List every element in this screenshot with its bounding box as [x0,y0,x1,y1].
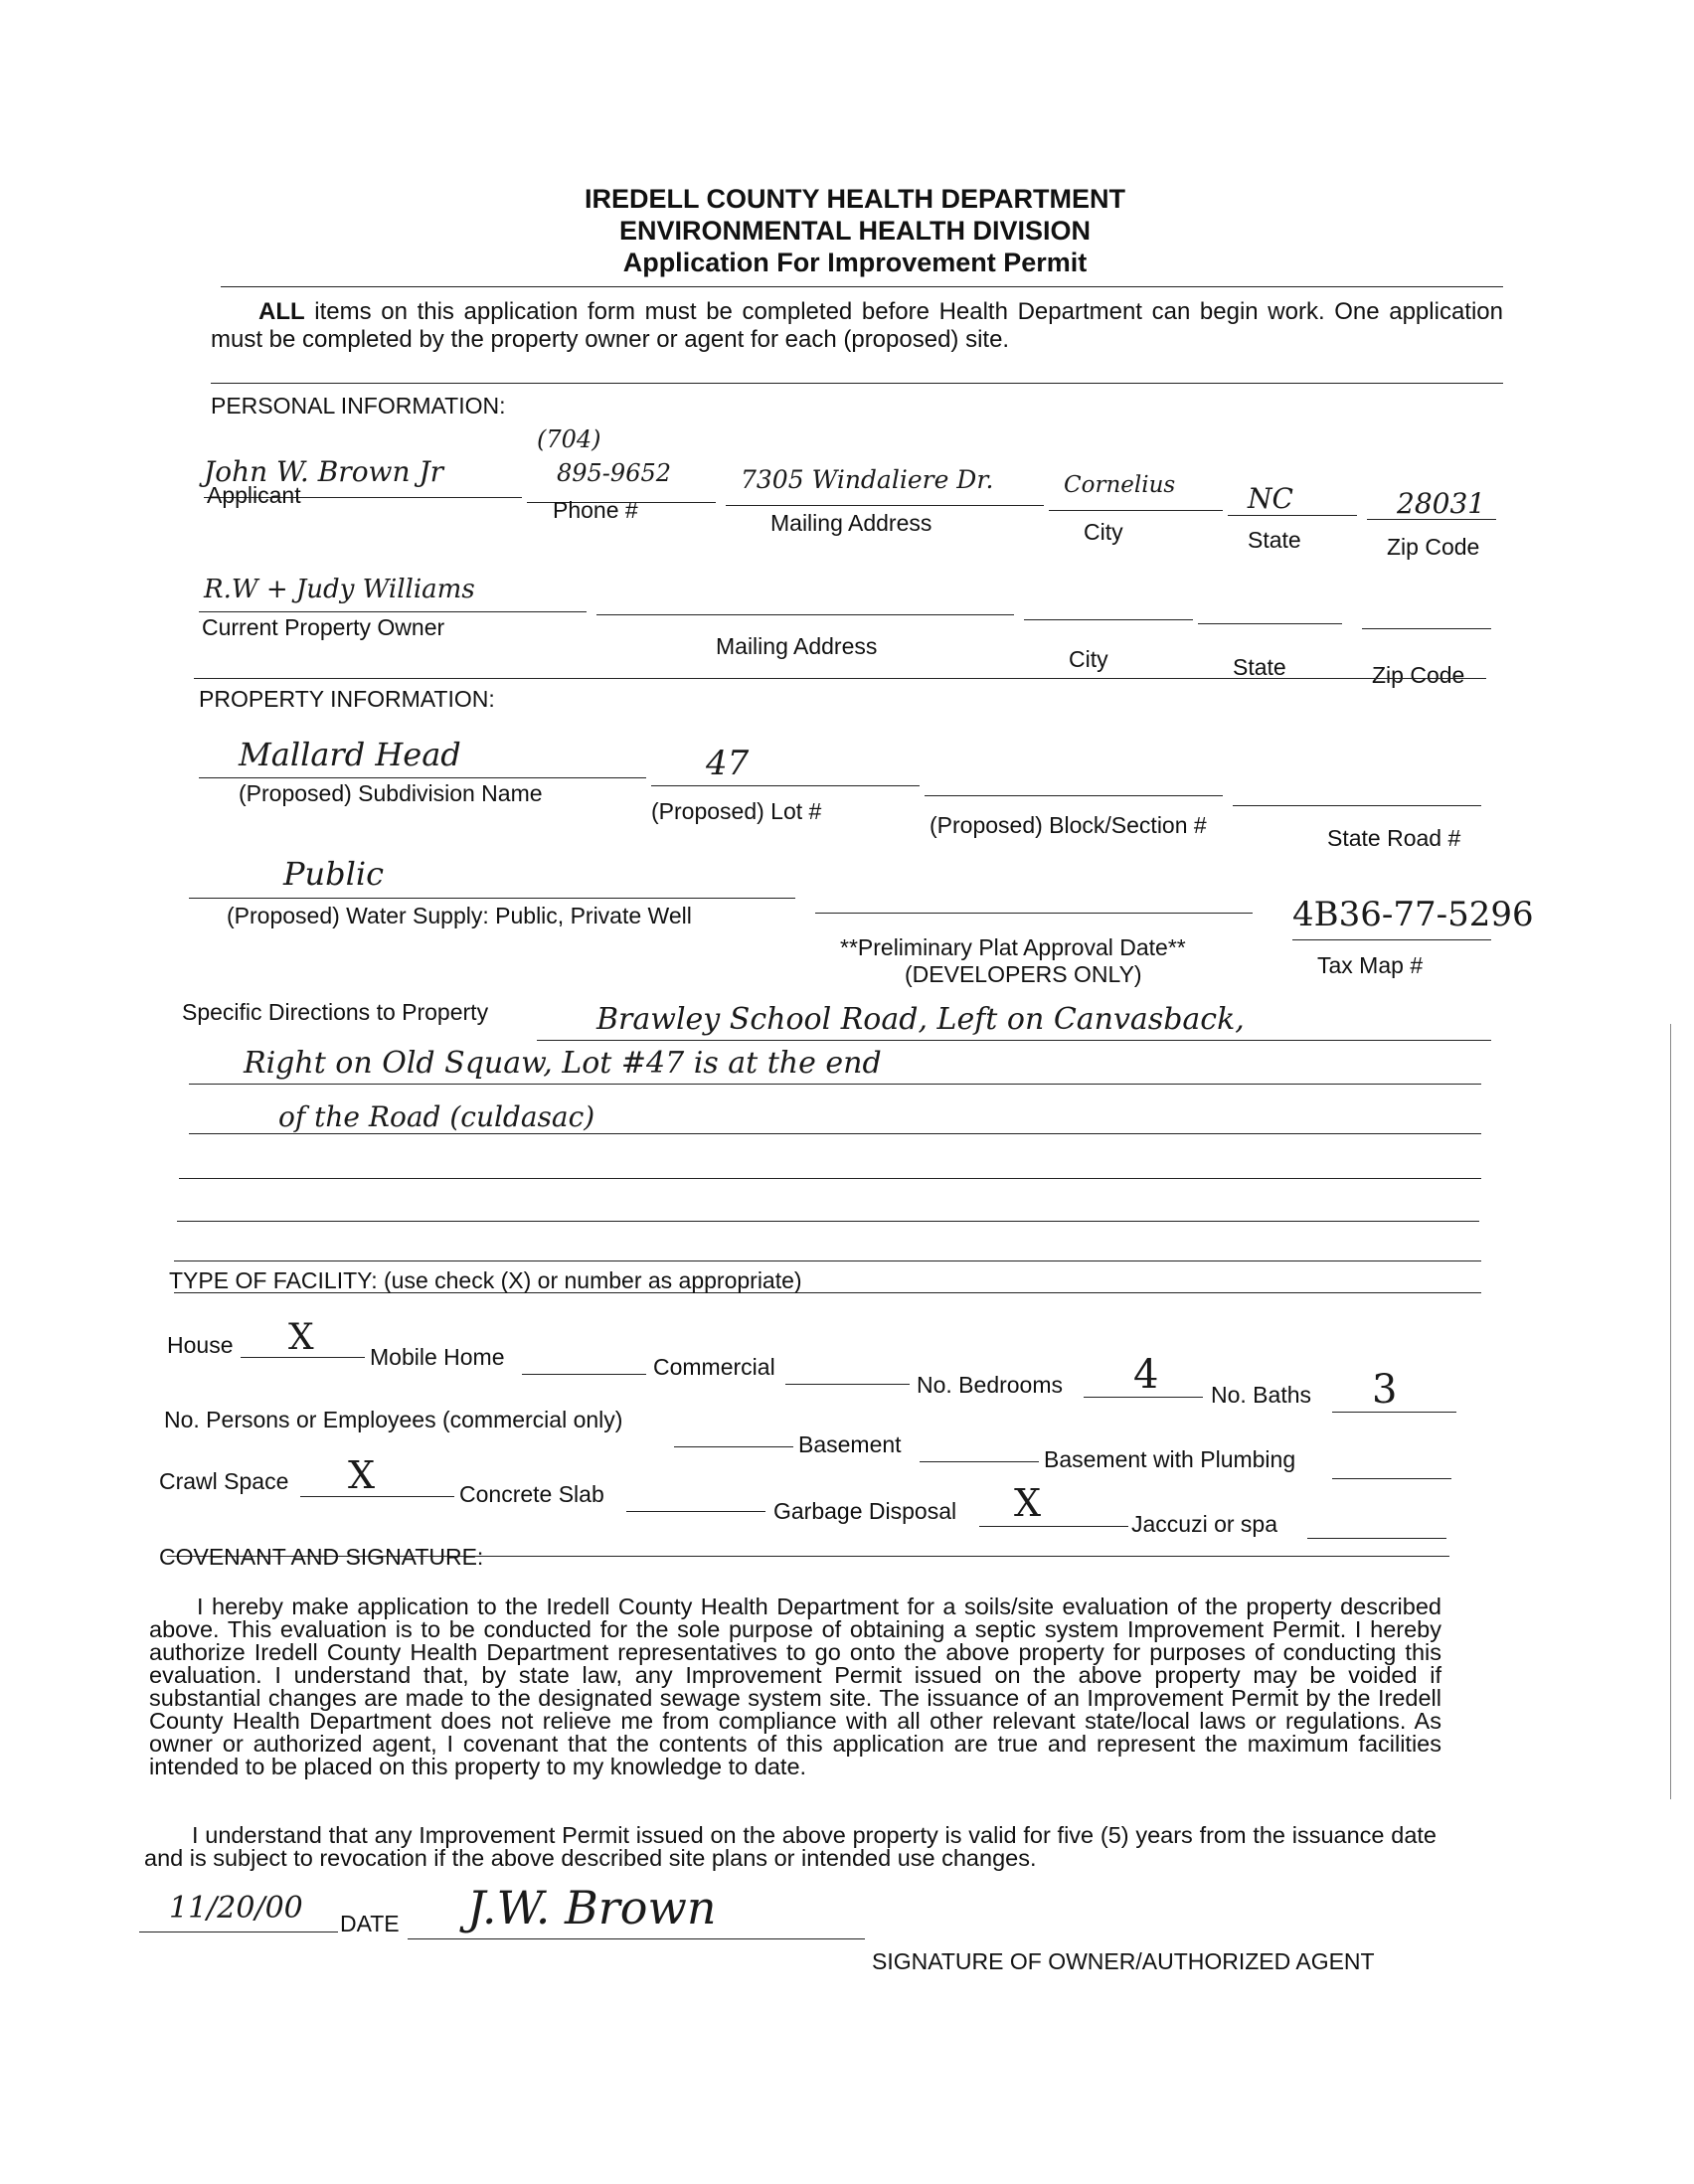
directions-rule-1 [537,1040,1491,1041]
intro-lead: ALL [258,298,305,325]
subdivision-line [199,777,646,778]
directions-line-1-value: Brawley School Road, Left on Canvasback, [596,1002,1245,1037]
zip-value: 28031 [1397,487,1486,520]
plat-approval-label: **Preliminary Plat Approval Date** [840,934,1186,960]
directions-rule-5 [177,1221,1479,1222]
directions-rule-2 [189,1084,1481,1085]
directions-line-2-value: Right on Old Squaw, Lot #47 is at the end [244,1046,882,1081]
garbage-disposal-label: Garbage Disposal [773,1498,957,1524]
commercial-line [785,1384,910,1385]
owner-city-line [1024,619,1193,620]
basement-plumbing-label: Basement with Plumbing [1044,1446,1296,1472]
directions-rule-4 [179,1178,1481,1179]
water-supply-line [189,898,795,899]
tax-map-value: 4B36-77-5296 [1292,895,1534,934]
house-label: House [167,1332,234,1358]
signature-value: J.W. Brown [467,1881,717,1934]
plat-developers-label: (DEVELOPERS ONLY) [905,961,1142,987]
form-header-division: ENVIRONMENTAL HEALTH DIVISION [618,216,1092,246]
lot-line [651,785,920,786]
concrete-slab-line [626,1511,765,1512]
bedrooms-label: No. Bedrooms [917,1372,1064,1398]
baths-value: 3 [1372,1367,1398,1413]
mailing-address-value: 7305 Windaliere Dr. [741,465,994,494]
intro-rule [211,383,1503,384]
owner-state-label: State [1233,654,1286,680]
covenant-heading: COVENANT AND SIGNATURE: [159,1544,484,1570]
directions-line-3-value: of the Road (culdasac) [278,1100,595,1133]
state-value: NC [1248,482,1293,515]
owner-mailing-line [596,614,1014,615]
basement-plumbing-line [1332,1478,1451,1479]
subdivision-value: Mallard Head [239,736,461,773]
lot-value: 47 [706,744,750,783]
mailing-line [726,505,1044,506]
personal-section-rule [194,678,1486,679]
persons-label: No. Persons or Employees (commercial only) [164,1407,623,1432]
basement-line [920,1461,1039,1462]
mailing-address-label: Mailing Address [770,510,932,536]
applicant-label: Applicant [207,482,301,508]
water-supply-label: (Proposed) Water Supply: Public, Private Well [227,903,692,928]
applicant-value: John W. Brown Jr [204,455,444,488]
lot-label: (Proposed) Lot # [651,798,822,824]
owner-label: Current Property Owner [202,614,445,640]
scan-edge-mark [1670,1024,1671,1799]
garbage-disposal-check: X [1014,1481,1042,1525]
block-line [925,795,1223,796]
crawl-space-label: Crawl Space [159,1468,289,1494]
state-line [1228,515,1357,516]
date-label: DATE [340,1911,400,1936]
property-info-heading: PROPERTY INFORMATION: [199,686,495,712]
form-header-department: IREDELL COUNTY HEALTH DEPARTMENT [584,184,1125,214]
city-line [1049,510,1223,511]
personal-info-heading: PERSONAL INFORMATION: [211,393,506,419]
signature-line [408,1938,865,1939]
tax-map-line [1292,939,1491,940]
road-label: State Road # [1327,825,1461,851]
jacuzzi-label: Jaccuzi or spa [1131,1511,1278,1537]
phone-area-code-value: (704) [537,425,601,453]
house-check: X [288,1317,314,1358]
directions-rule-6 [174,1260,1481,1261]
commercial-label: Commercial [653,1354,775,1380]
phone-label: Phone # [553,497,638,523]
bedrooms-value: 4 [1133,1352,1159,1398]
crawl-space-check: X [348,1453,376,1497]
block-label: (Proposed) Block/Section # [930,812,1207,838]
intro-rest: items on this application form must be completed before Health Department can begin work. One application must be completed by the property owner or agent for each (proposed) site. [211,298,1503,353]
zip-label: Zip Code [1387,534,1480,560]
crawl-space-line [300,1496,454,1497]
owner-city-label: City [1069,646,1108,672]
persons-line [674,1446,793,1447]
directions-rule-3 [189,1133,1481,1134]
garbage-disposal-line [979,1526,1128,1527]
form-header-title: Application For Improvement Permit [622,248,1088,277]
subdivision-label: (Proposed) Subdivision Name [239,780,543,806]
phone-value: 895-9652 [557,459,671,487]
date-value: 11/20/00 [169,1891,303,1926]
city-value: Cornelius [1064,472,1176,498]
jacuzzi-line [1307,1538,1446,1539]
basement-label: Basement [798,1431,902,1457]
owner-value: R.W + Judy Williams [204,575,475,604]
directions-label: Specific Directions to Property [182,999,489,1025]
baths-label: No. Baths [1211,1382,1311,1408]
owner-mailing-label: Mailing Address [716,633,878,659]
header-rule [221,286,1503,287]
concrete-slab-label: Concrete Slab [459,1481,604,1507]
city-label: City [1084,519,1123,545]
covenant-paragraph-2: I understand that any Improvement Permit issued on the above property is valid for five (5) years from the issuance date and is subject to revocation if the above described site plans or intended use changes. [144,1822,1437,1871]
mobile-home-line [522,1374,646,1375]
owner-line [199,611,587,612]
owner-zip-label: Zip Code [1372,662,1465,688]
intro-instructions [211,298,1503,354]
owner-state-line [1198,623,1342,624]
signature-label: SIGNATURE OF OWNER/AUTHORIZED AGENT [872,1948,1375,1974]
plat-line [815,913,1253,914]
covenant-paragraph-1: I hereby make application to the Iredell County Health Department for a soils/site evaluation of the property described above. This evaluation is to be conducted for the sole purpose of obtaining a septic system Improvement Permit. I hereby authorize Iredell County Health Department representatives to go onto the above property for purposes of conducting this evaluation. I understand that, by state law, any Improvement Permit issued on the above property may be voided if substantial changes are made to the designated sewage system site. The issuance of an Improvement Permit by the Iredell County Health Department does not relieve me from compliance with all other relevant state/local laws or regulations. As owner or authorized agent, I covenant that the contents of this application are true and represent the maximum facilities intended to be placed on this property to my knowledge to date. [149,1594,1441,1779]
state-label: State [1248,527,1301,553]
facility-heading: TYPE OF FACILITY: (use check (X) or number as appropriate) [169,1267,802,1293]
water-supply-value: Public [283,855,385,893]
tax-map-label: Tax Map # [1317,952,1424,978]
road-line [1233,805,1481,806]
zip-line [1367,519,1496,520]
owner-zip-line [1362,628,1491,629]
mobile-home-label: Mobile Home [370,1344,505,1370]
